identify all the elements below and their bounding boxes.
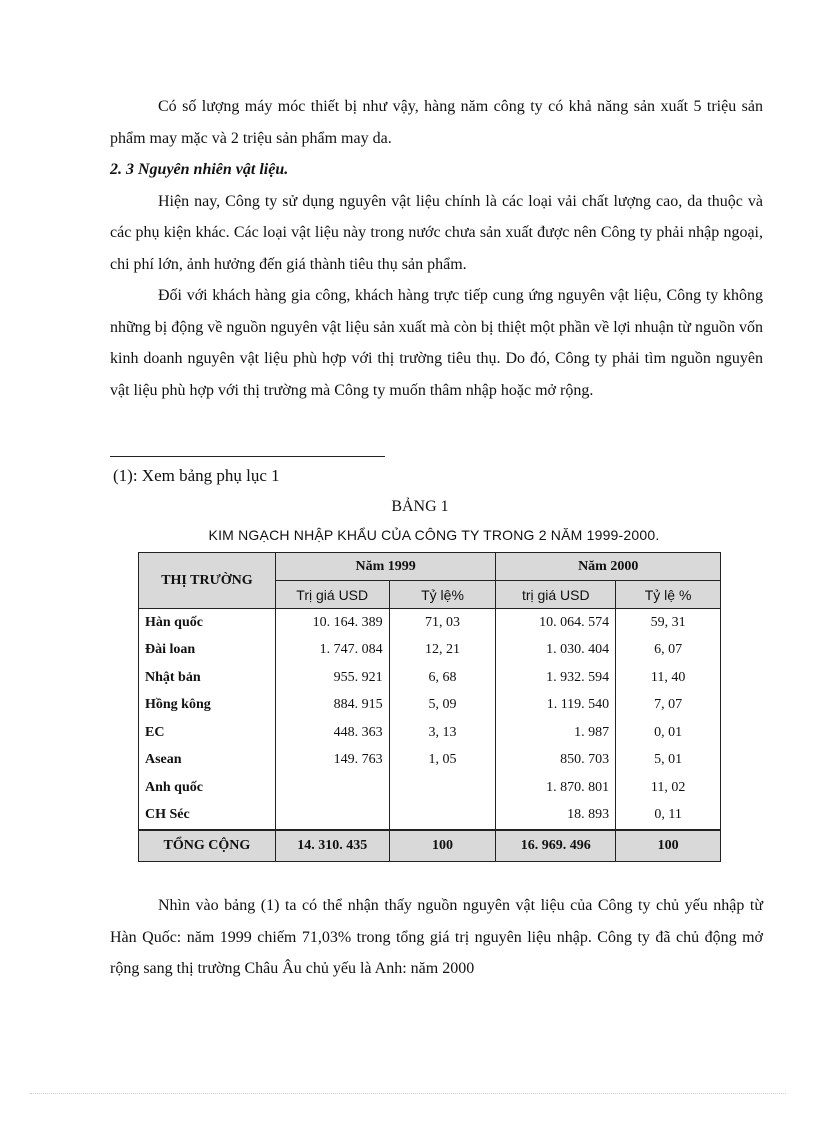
table-label: BẢNG 1 [391, 498, 449, 515]
cell-pct-2000: 11, 02 [616, 774, 721, 802]
cell-pct-2000: 5, 01 [616, 747, 721, 775]
header-value-1999: Trị giá USD [275, 581, 389, 609]
cell-value-2000: 10. 064. 574 [496, 609, 616, 637]
cell-value-2000: 1. 030. 404 [496, 637, 616, 665]
cell-pct-2000: 6, 07 [616, 637, 721, 665]
cell-pct-1999: 1, 05 [389, 747, 496, 775]
cell-market: CH Séc [139, 802, 276, 831]
table-row [139, 774, 721, 802]
cell-market: Hàn quốc [139, 609, 276, 637]
cell-pct-2000: 7, 07 [616, 692, 721, 720]
cell-value-2000: 1. 119. 540 [496, 692, 616, 720]
table-row [139, 637, 721, 665]
header-year-1999: Năm 1999 [275, 553, 496, 581]
cell-value-1999 [275, 774, 389, 802]
cell-value-1999: 955. 921 [275, 664, 389, 692]
table-row [139, 719, 721, 747]
page-bottom-border [30, 1093, 786, 1094]
cell-value-1999: 10. 164. 389 [275, 609, 389, 637]
table-row [139, 664, 721, 692]
table-row [139, 609, 721, 637]
cell-pct-2000: 11, 40 [616, 664, 721, 692]
cell-value-2000: 850. 703 [496, 747, 616, 775]
header-value-2000: trị giá USD [496, 581, 616, 609]
cell-pct-1999: 5, 09 [389, 692, 496, 720]
cell-value-1999: 448. 363 [275, 719, 389, 747]
cell-pct-1999: 6, 68 [389, 664, 496, 692]
header-year-2000: Năm 2000 [496, 553, 721, 581]
paragraph-clients: Đối với khách hàng gia công, khách hàng trực tiếp cung ứng nguyên vật liệu, Công ty không những bị động về nguồn nguyên vật liệu sản xuất mà còn bị thiệt một phần về lợi nhuận từ nguồn vốn kinh doanh nguyên vật liệu phù hợp với thị trường tiêu thụ. Do đó, Công ty phải tìm nguồn nguyên vật liệu phù hợp với thị trường mà Công ty muốn thâm nhập hoặc mở rộng. [110, 287, 763, 399]
cell-value-2000: 1. 870. 801 [496, 774, 616, 802]
cell-pct-2000: 59, 31 [616, 609, 721, 637]
table-row [139, 692, 721, 720]
cell-market: EC [139, 719, 276, 747]
cell-pct-1999: 71, 03 [389, 609, 496, 637]
cell-market: Anh quốc [139, 774, 276, 802]
total-value-2000: 16. 969. 496 [496, 830, 616, 862]
cell-market: Asean [139, 747, 276, 775]
cell-value-1999: 1. 747. 084 [275, 637, 389, 665]
cell-pct-1999 [389, 802, 496, 831]
cell-value-1999: 149. 763 [275, 747, 389, 775]
total-value-1999: 14. 310. 435 [275, 830, 389, 862]
cell-pct-2000: 0, 01 [616, 719, 721, 747]
table-row [139, 802, 721, 831]
cell-value-1999: 884. 915 [275, 692, 389, 720]
import-table [138, 552, 721, 862]
footnote-separator [110, 456, 385, 457]
section-heading: 2. 3 Nguyên nhiên vật liệu. [110, 161, 289, 178]
header-pct-1999: Tỷ lệ% [389, 581, 496, 609]
cell-value-2000: 1. 987 [496, 719, 616, 747]
cell-market: Đài loan [139, 637, 276, 665]
header-market: THỊ TRƯỜNG [139, 553, 276, 609]
table-title: KIM NGẠCH NHẬP KHẨU CỦA CÔNG TY TRONG 2 NĂM 1999-2000. [208, 527, 660, 543]
cell-market: Hồng kông [139, 692, 276, 720]
table-total-row [139, 830, 721, 862]
body-text-top [110, 91, 763, 406]
header-pct-2000: Tỷ lệ % [616, 581, 721, 609]
cell-pct-1999 [389, 774, 496, 802]
cell-market: Nhật bản [139, 664, 276, 692]
cell-pct-1999: 3, 13 [389, 719, 496, 747]
footnote: (1): Xem bảng phụ lục 1 [113, 466, 280, 485]
body-text-bottom [110, 890, 763, 985]
cell-value-1999 [275, 802, 389, 831]
cell-pct-2000: 0, 11 [616, 802, 721, 831]
cell-pct-1999: 12, 21 [389, 637, 496, 665]
total-pct-2000: 100 [616, 830, 721, 862]
paragraph-materials: Hiện nay, Công ty sử dụng nguyên vật liệu chính là các loại vải chất lượng cao, da thuộc và các phụ kiện khác. Các loại vật liệu này trong nước chưa sản xuất được nên Công ty phải nhập ngoại, chi phí lớn, ảnh hưởng đến giá thành tiêu thụ sản phẩm. [110, 192, 763, 273]
total-label: TỔNG CỘNG [139, 830, 276, 862]
paragraph-capacity: Có số lượng máy móc thiết bị như vậy, hàng năm công ty có khả năng sản xuất 5 triệu sản phẩm may mặc và 2 triệu sản phẩm may da. [110, 98, 763, 147]
cell-value-2000: 18. 893 [496, 802, 616, 831]
table-row [139, 747, 721, 775]
cell-value-2000: 1. 932. 594 [496, 664, 616, 692]
total-pct-1999: 100 [389, 830, 496, 862]
paragraph-analysis: Nhìn vào bảng (1) ta có thể nhận thấy nguồn nguyên vật liệu của Công ty chủ yếu nhập từ Hàn Quốc: năm 1999 chiếm 71,03% trong tổng giá trị nguyên liệu nhập. Công ty đã chủ động mở rộng sang thị trường Châu Âu chủ yếu là Anh: năm 2000 [110, 897, 763, 977]
